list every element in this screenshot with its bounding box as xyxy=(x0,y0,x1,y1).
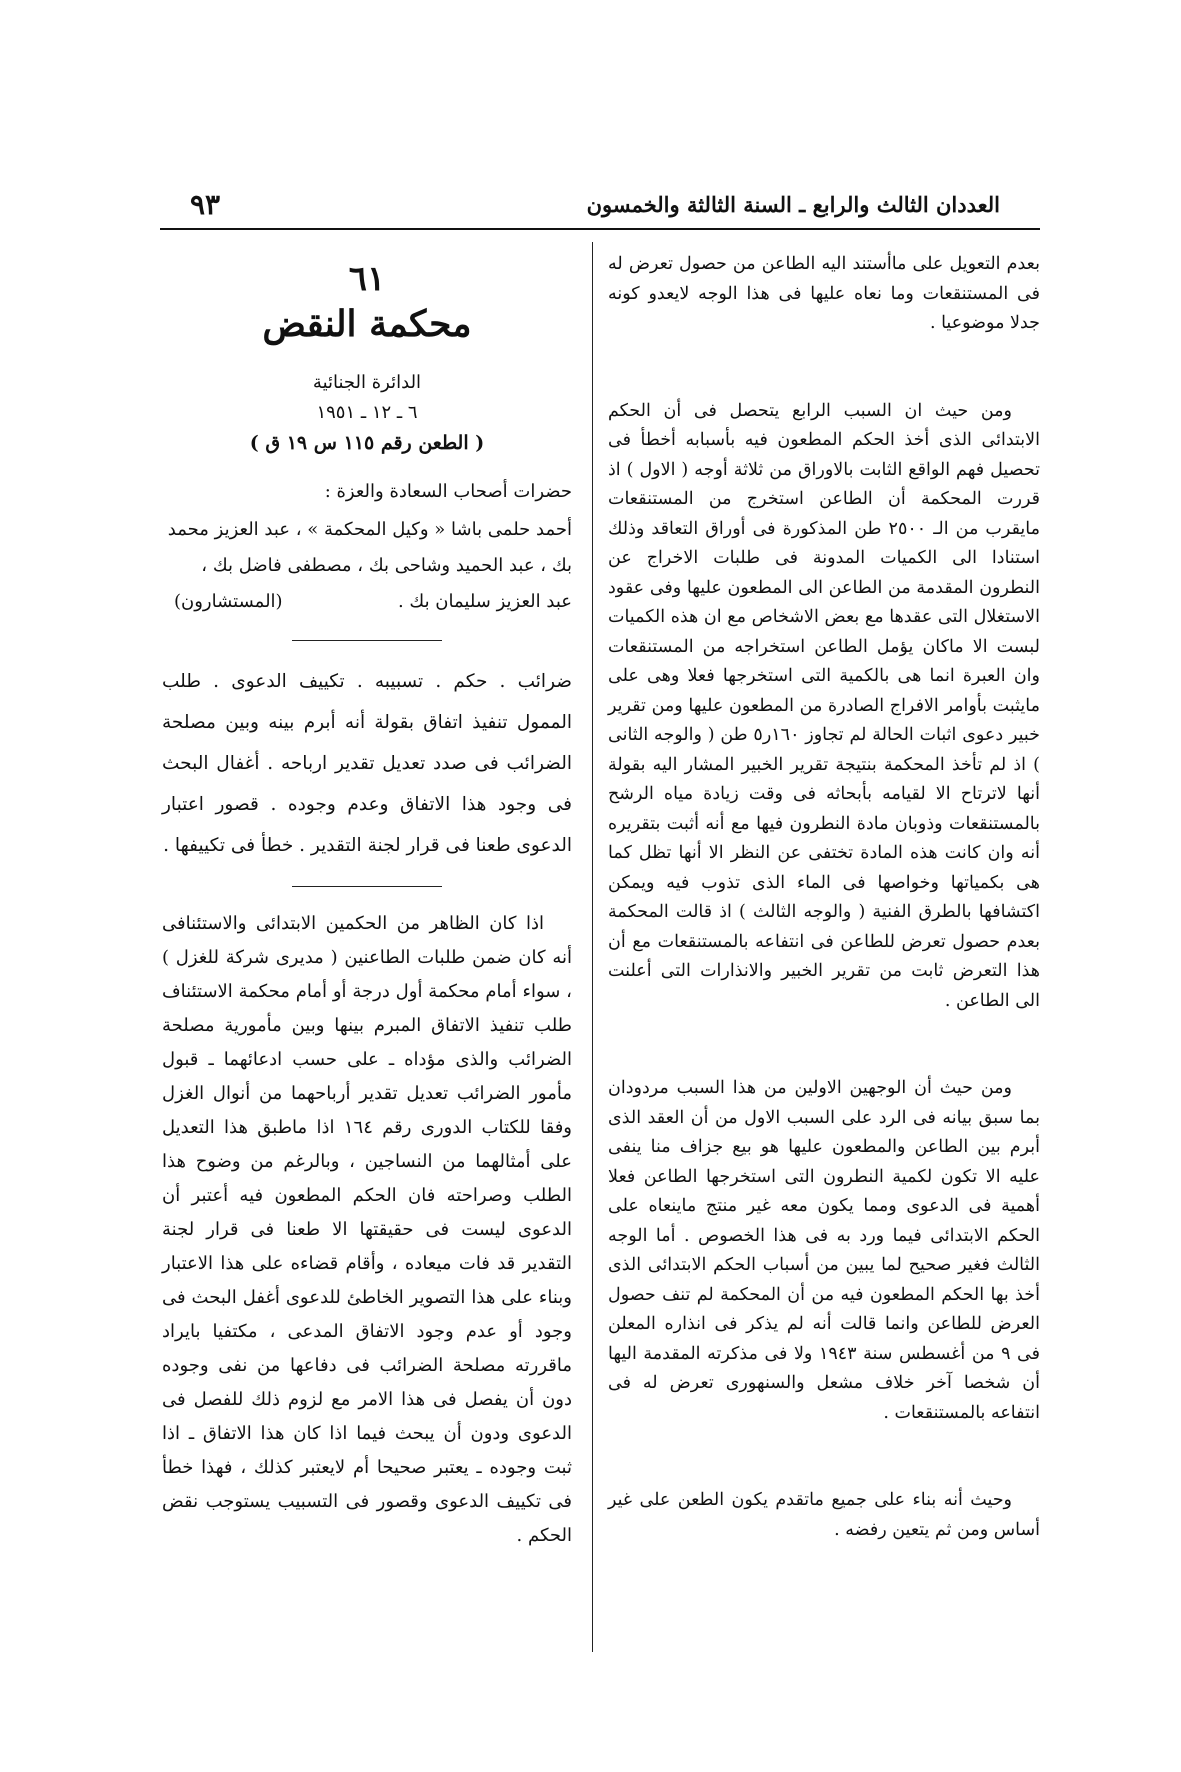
header-rule xyxy=(160,228,1040,230)
judges-line: أحمد حلمى باشا « وكيل المحكمة » ، عبد العزيز محمد xyxy=(167,519,572,540)
judges-role: (المستشارون) xyxy=(174,591,283,612)
right-column xyxy=(608,250,1040,1603)
ruling-text: اذا كان الظاهر من الحكمين الابتدائى والاستئنافى أنه كان ضمن طلبات الطاعنين ( مديرى شركة للغزل ) ، سواء أمام محكمة أول درجة أو أمام محكمة الاستئناف طلب تنفيذ الاتفاق المبرم بينها وبين مأمورية مصلحة الضرائب والذى مؤداه ـ على حسب ادعائهما ـ قبول مأمور الضرائب تعديل تقدير أرباحهما من أنوال الغزل وفقا للكتاب الدورى رقم ١٦٤ اذا ماطبق هذا التعديل على أمثالهما من النساجين ، وبالرغم من وضوح هذا الطلب وصراحته فان الحكم المطعون فيه أعتبر أن الدعوى ليست فى حقيقتها الا طعنا فى قرار لجنة التقدير قد فات ميعاده ، وأقام قضاءه على هذا الاعتبار وبناء على هذا التصوير الخاطئ للدعوى أغفل البحث فى وجود أو عدم وجود الاتفاق المدعى ، مكتفيا بايراد ماقررته مصلحة الضرائب فى دفاعها من نفى وجوده دون أن يفصل فى هذا الامر مع لزوم ذلك للفصل فى الدعوى ودون أن يبحث فيما اذا كان هذا الاتفاق ـ اذا ثبت وجوده ـ يعتبر صحيحا أم لايعتبر كذلك ، فهذا خطأ فى تكييف الدعوى وقصور فى التسبيب يستوجب نقض الحكم . xyxy=(162,913,572,1546)
court-name: محكمة النقض xyxy=(262,303,472,345)
page-number: ٩٣ xyxy=(190,188,221,221)
separator-rule xyxy=(292,640,442,641)
judges-line: بك ، عبد الحميد وشاحى بك ، مصطفى فاضل بك ، xyxy=(201,555,572,576)
judges-last-names: عبد العزيز سليمان بك . xyxy=(397,591,572,612)
separator-rule xyxy=(292,886,442,887)
paragraph-continuation: بعدم التعويل على ماأستند اليه الطاعن من حصول تعرض له فى المستنقعات وما نعاه عليها فى هذا الوجه لايعدو كونه جدلا موضوعيا . xyxy=(608,254,1040,333)
circuit-name: الدائرة الجنائية xyxy=(312,372,422,393)
case-number: ٦١ xyxy=(348,259,386,299)
left-column xyxy=(162,250,572,1553)
page-header xyxy=(160,188,1040,232)
appeal-number: ( الطعن رقم ١١٥ س ١٩ ق ) xyxy=(249,432,485,454)
session-date: ٦ ـ ١٢ ـ ١٩٥١ xyxy=(316,402,418,423)
case-summary: ضرائب . حكم . تسبيبه . تكييف الدعوى . طلب الممول تنفيذ اتفاق بقولة أنه أبرم بينه وبين مصلحة الضرائب فى صدد تعديل تقدير ارباحه . أغفال البحث فى وجود هذا الاتفاق وعدم وجوده . قصور اعتبار الدعوى طعنا فى قرار لجنة التقدير . خطأ فى تكييفها . xyxy=(162,671,572,856)
column-divider xyxy=(592,242,593,1652)
paragraph-conclusion: وحيث أنه بناء على جميع ماتقدم يكون الطعن على غير أساس ومن ثم يتعين رفضه . xyxy=(608,1490,1040,1540)
judges-intro: حضرات أصحاب السعادة والعزة : xyxy=(324,481,572,502)
paragraph-fourth-ground: ومن حيث ان السبب الرابع يتحصل فى أن الحكم الابتدائى الذى أخذ الحكم المطعون فيه بأسبابه أخطأ فى تحصيل فهم الواقع الثابت بالاوراق من ثلاثة أوجه ( الاول ) اذ قررت المحكمة أن الطاعن استخرج من المستنقعات مايقرب من الـ ٢٥٠٠ طن المذكورة فى أوراق التعاقد وذلك استنادا الى الكميات المدونة فى طلبات الاخراج عن النطرون المقدمة من الطاعن الى المطعون عليها وفى عقود الاستغلال التى عقدها مع بعض الاشخاص مع ان هذه الكميات لبست الا ماكان يؤمل الطاعن استخراجه من المستنقعات وان العبرة انما هى بالكمية التى استخرجها فعلا وهى على مايثبت بأوامر الافراج الصادرة من المطعون عليها ومن تقرير خبير دعوى اثبات الحالة لم تجاوز ١٦٠ر٥ طن ( والوجه الثانى ) اذ لم تأخذ المحكمة بنتيجة تقرير الخبير المشار اليه بقولة أنها لاترتاح الا لقيامه بأبحاثه فى وقت زيادة مياه الرشح بالمستنقعات وذوبان مادة النطرون فيها مع أنه أثبت بتقريره أنه وان كانت هذه المادة تختفى عن النظر الا أنها تظل كما هى بكمياتها وخواصها فى الماء الذى تذوب فيه ويمكن اكتشافها بالطرق الفنية ( والوجه الثالث ) اذ قالت المحكمة بعدم حصول تعرض للطاعن فى انتفاعه بالمستنقعات مع أن هذا التعرض ثابت من تقرير الخبير والانذارات التى أعلنت الى الطاعن . xyxy=(608,400,1041,1011)
running-title: العددان الثالث والرابع ـ السنة الثالثة والخمسون xyxy=(586,192,1000,217)
judges-line-last xyxy=(162,584,572,620)
judges-block xyxy=(162,474,572,620)
paragraph-reply: ومن حيث أن الوجهين الاولين من هذا السبب مردودان بما سبق بيانه فى الرد على السبب الاول من أن العقد الذى أبرم بين الطاعن والمطعون عليها هو بيع جزاف منا ينفى عليه الا تكون لكمية النطرون التى استخرجها الطاعن فعلا أهمية فى الدعوى ومما يكون معه غير منتج ماينعاه على الحكم الابتدائى فيما ورد به فى هذا الخصوص . أما الوجه الثالث فغير صحيح لما يبين من أسباب الحكم الابتدائى الذى أخذ بها الحكم المطعون فيه من أن المحكمة لم تنف حصول العرض للطاعن وانما قالت أنه لم يذكر فى انذاره المعلن فى ٩ من أغسطس سنة ١٩٤٣ ولا فى مذكرته المقدمة اليها أن شخصا آخر خلاف مشعل والسنهورى تعرض له فى انتفاعه بالمستنقعات . xyxy=(608,1078,1041,1423)
